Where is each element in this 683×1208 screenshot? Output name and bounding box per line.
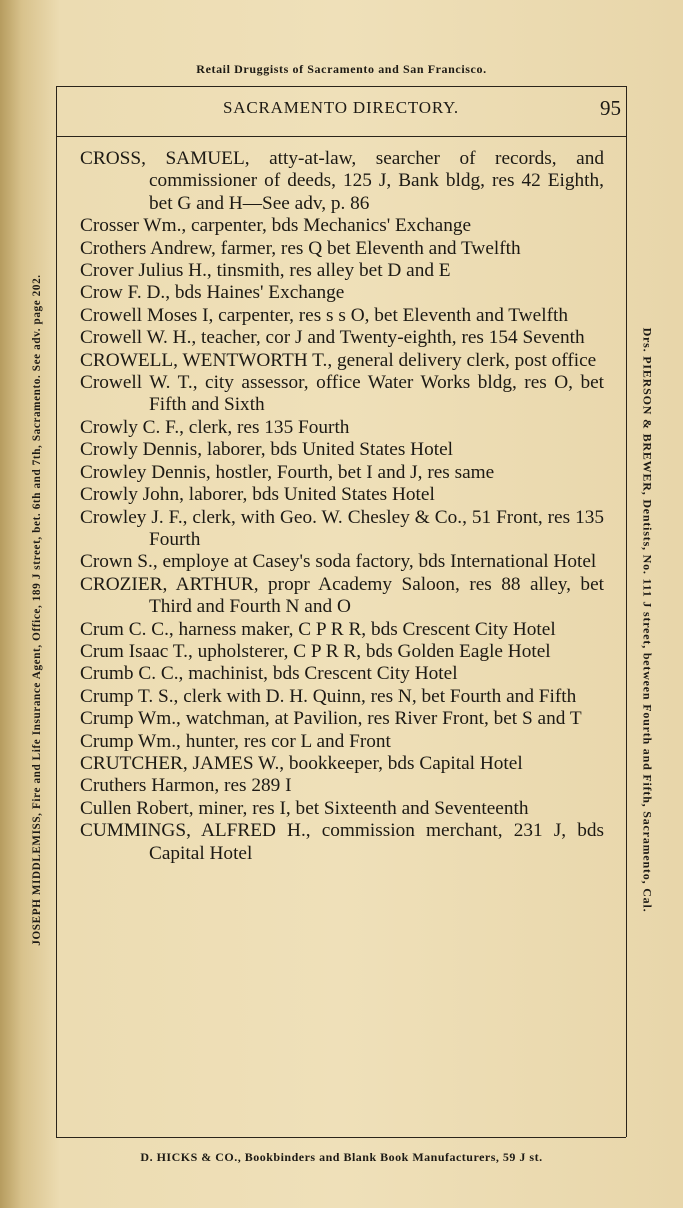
directory-entry: Crump Wm., hunter, res cor L and Front [80, 730, 391, 752]
directory-entries [80, 148, 604, 865]
right-margin-advertisement: Drs. PIERSON & BREWER, Dentists, No. 111 J street, between Fourth and Fifth, Sacramento, Cal. [640, 327, 655, 913]
directory-entry: CROWELL, WENTWORTH T., general delivery clerk, post office [80, 349, 597, 371]
directory-entry: CUMMINGS, ALFRED H., commission merchant, 231 J, bds Capital Hotel [80, 820, 604, 864]
header-rule [56, 136, 626, 137]
directory-entry: Cruthers Harmon, res 289 I [80, 775, 292, 797]
directory-entry: Crump T. S., clerk with D. H. Quinn, res N, bet Fourth and Fifth [80, 685, 577, 707]
directory-entry: Crosser Wm., carpenter, bds Mechanics' Exchange [80, 215, 472, 237]
directory-entry: Crowell W. H., teacher, cor J and Twenty-eighth, res 154 Seventh [80, 327, 585, 349]
directory-entry: CROSS, SAMUEL, atty-at-law, searcher of records, and commissioner of deeds, 125 J, Bank bldg, res 42 Eighth, bet G and H—See adv, p. 86 [80, 148, 604, 214]
left-margin-advertisement: JOSEPH MIDDLEMISS, Fire and Life Insurance Agent, Office, 189 J street, bet. 6th and 7th, Sacramento. See adv. page 202. [31, 274, 43, 946]
left-frame-line [56, 86, 57, 1137]
directory-entry: Crumb C. C., machinist, bds Crescent City Hotel [80, 663, 458, 685]
directory-entry: CRUTCHER, JAMES W., bookkeeper, bds Capital Hotel [80, 752, 523, 774]
directory-entry: Crowly John, laborer, bds United States Hotel [80, 484, 435, 506]
directory-entry: Crover Julius H., tinsmith, res alley bet D and E [80, 260, 451, 282]
directory-entry: Crown S., employe at Casey's soda factory, bds International Hotel [80, 551, 597, 573]
top-advertisement: Retail Druggists of Sacramento and San Francisco. [196, 62, 487, 76]
directory-entry: Crowell Moses I, carpenter, res s s O, bet Eleventh and Twelfth [80, 304, 568, 326]
directory-entry: Crowley Dennis, hostler, Fourth, bet I and J, res same [80, 461, 495, 483]
directory-entry: Crum C. C., harness maker, C P R R, bds Crescent City Hotel [80, 618, 556, 640]
directory-entry: Crowly C. F., clerk, res 135 Fourth [80, 416, 350, 438]
page-title: SACRAMENTO DIRECTORY. [223, 98, 459, 117]
right-frame-line [626, 86, 627, 1137]
directory-entry: Crump Wm., watchman, at Pavilion, res River Front, bet S and T [80, 708, 582, 730]
directory-entry: CROZIER, ARTHUR, propr Academy Saloon, res 88 alley, bet Third and Fourth N and O [80, 573, 604, 618]
directory-entry: Crothers Andrew, farmer, res Q bet Eleventh and Twelfth [80, 237, 521, 259]
directory-entry: Crowly Dennis, laborer, bds United States Hotel [80, 439, 454, 461]
directory-entry: Crowell W. T., city assessor, office Water Works bldg, res O, bet Fifth and Sixth [80, 372, 604, 416]
top-rule [56, 86, 626, 87]
bottom-rule [56, 1137, 626, 1138]
directory-entry: Crowley J. F., clerk, with Geo. W. Chesley & Co., 51 Front, res 135 Fourth [80, 506, 604, 550]
directory-entry: Crow F. D., bds Haines' Exchange [80, 282, 345, 304]
bottom-advertisement: D. HICKS & CO., Bookbinders and Blank Book Manufacturers, 59 J st. [140, 1150, 543, 1164]
directory-entry: Crum Isaac T., upholsterer, C P R R, bds Golden Eagle Hotel [80, 640, 551, 662]
directory-entry: Cullen Robert, miner, res I, bet Sixteenth and Seventeenth [80, 797, 529, 819]
page-number: 95 [600, 96, 621, 120]
